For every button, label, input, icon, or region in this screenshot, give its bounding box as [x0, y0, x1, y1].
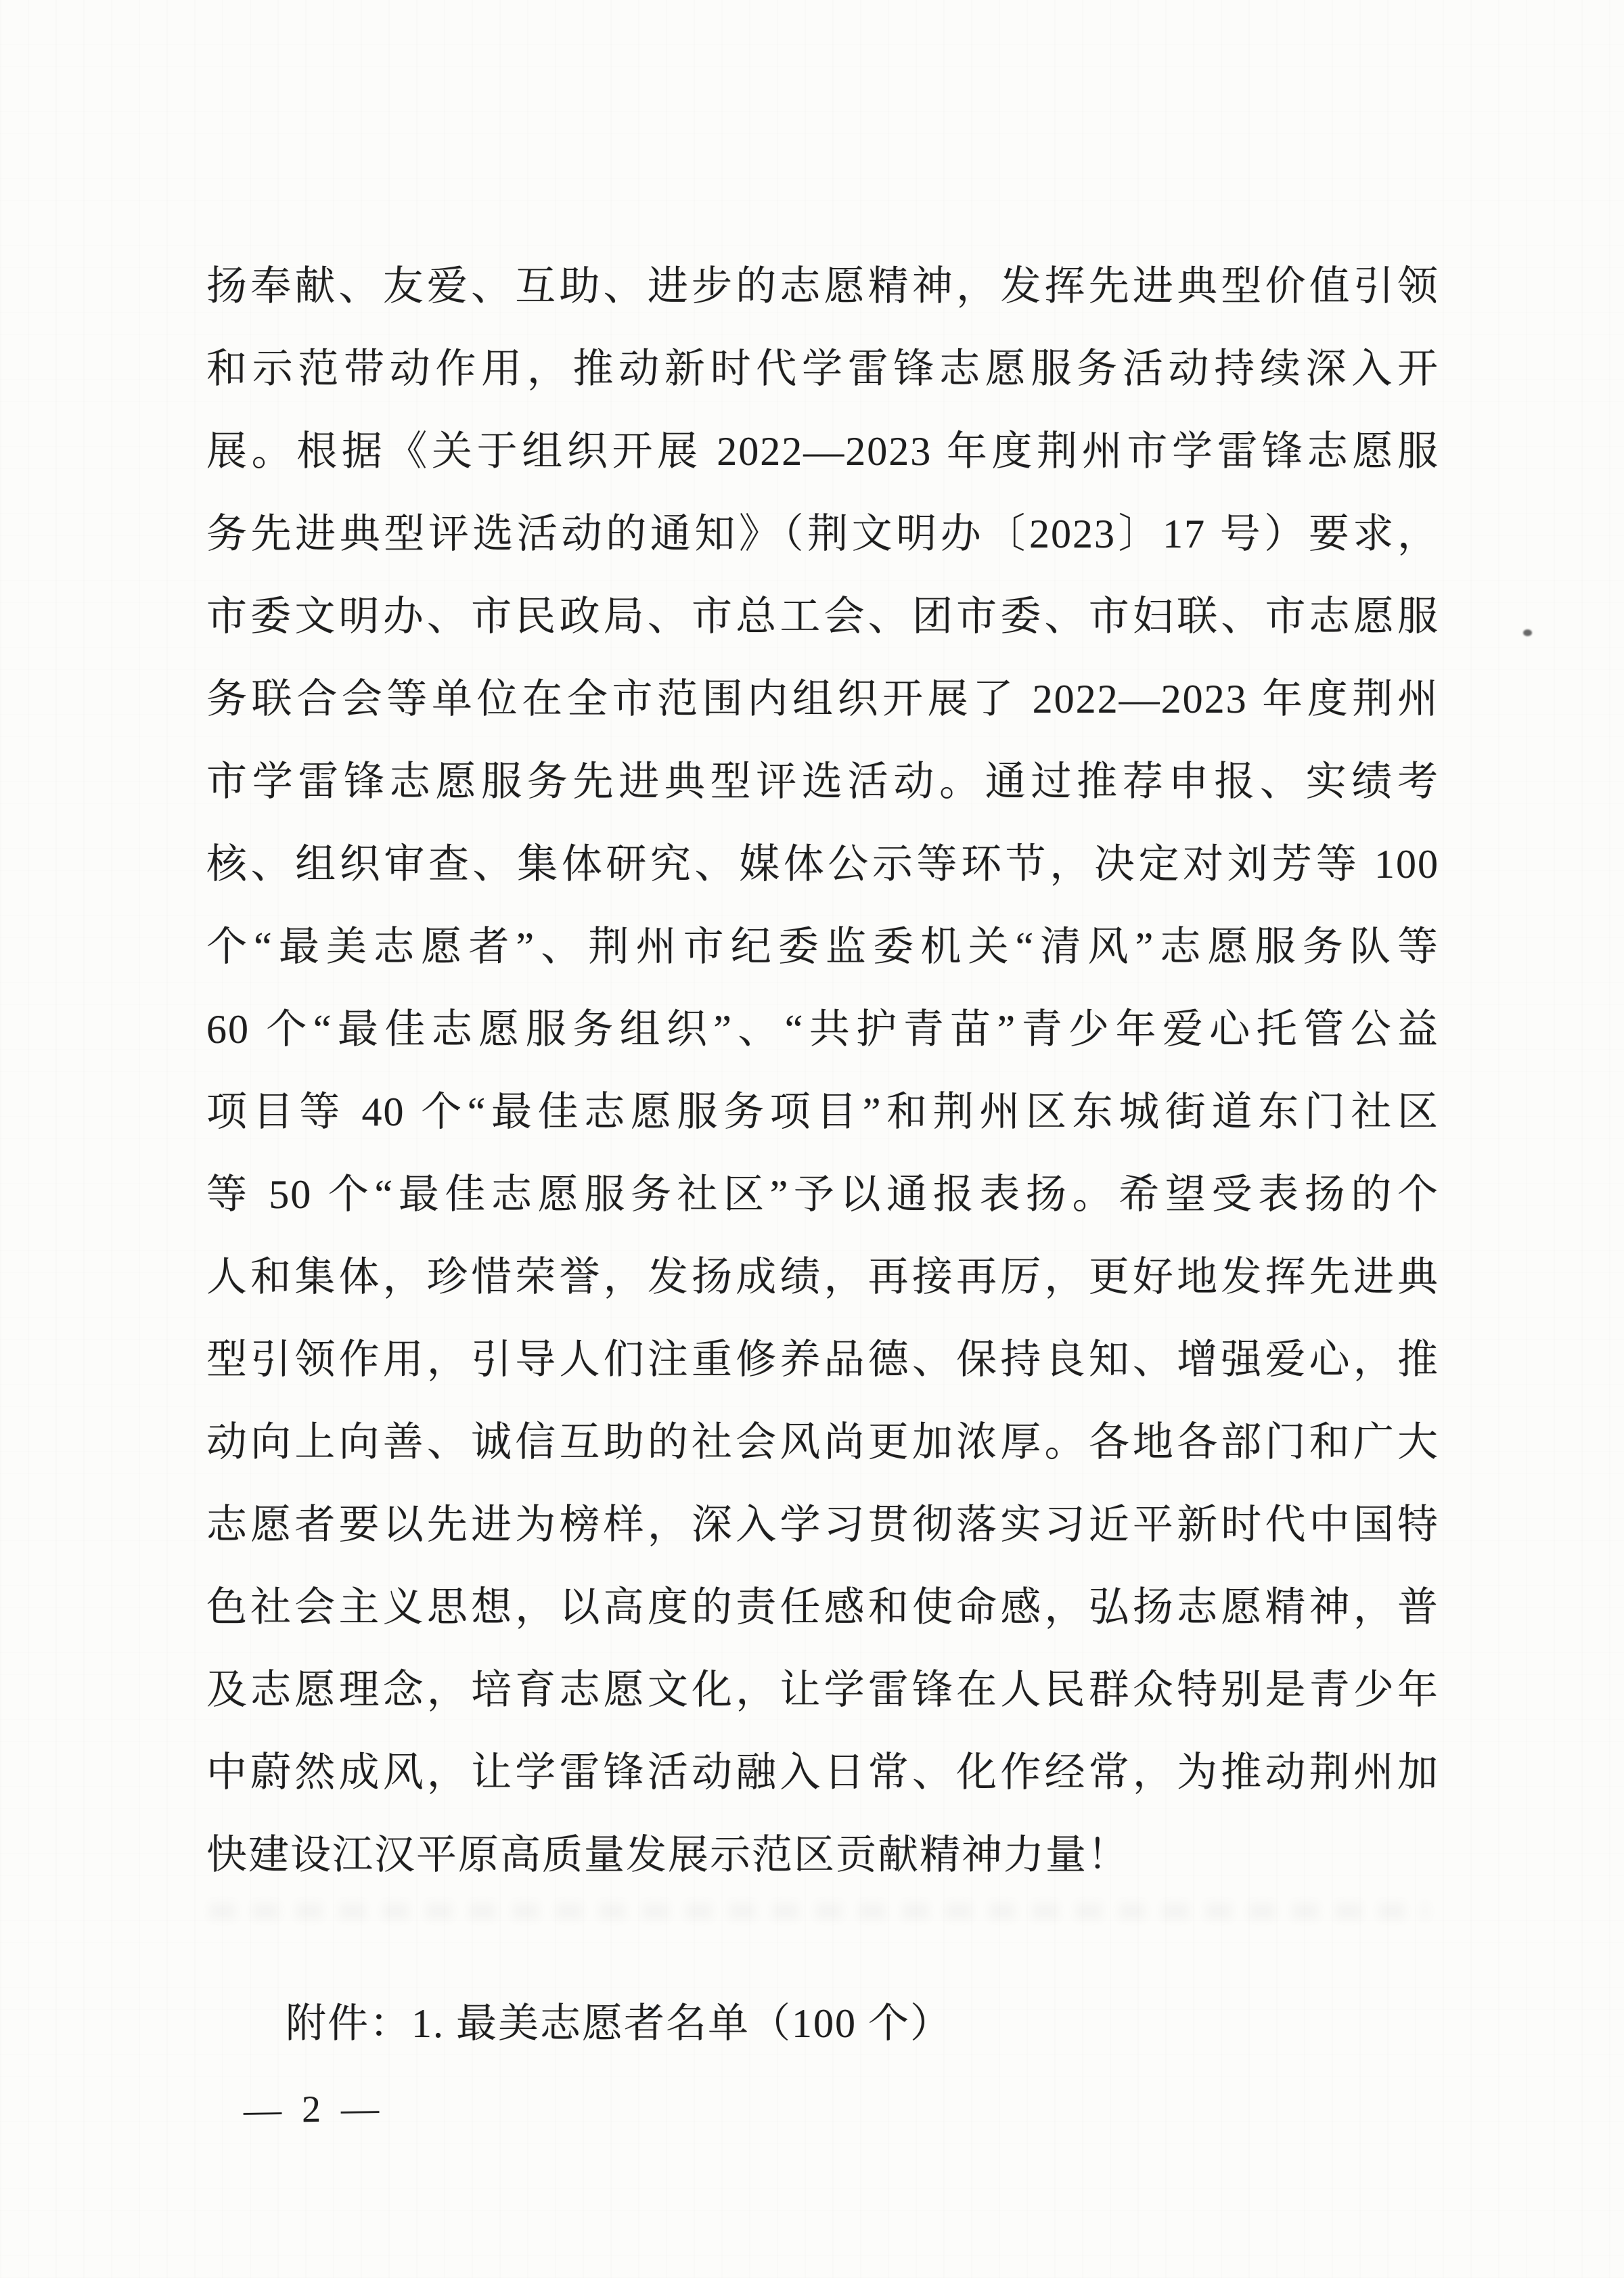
body-line: 务联合会等单位在全市范围内组织开展了 2022—2023 年度荆州: [206, 677, 1439, 721]
body-line: 人和集体，珍惜荣誉，发扬成绩，再接再厉，更好地发挥先进典: [206, 1255, 1439, 1299]
page-number: — 2 —: [243, 2087, 385, 2132]
body-line: 中蔚然成风，让学雷锋活动融入日常、化作经常，为推动荆州加: [206, 1750, 1439, 1795]
body-line: 市学雷锋志愿服务先进典型评选活动。通过推荐申报、实绩考: [206, 759, 1439, 804]
body-line: 色社会主义思想，以高度的责任感和使命感，弘扬志愿精神，普: [206, 1585, 1439, 1630]
body-line: 等 50 个“最佳志愿服务社区”予以通报表扬。希望受表扬的个: [206, 1172, 1439, 1217]
body-line: 市委文明办、市民政局、市总工会、团市委、市妇联、市志愿服: [206, 594, 1439, 639]
body-line: 60 个“最佳志愿服务组织”、“共护青苗”青少年爱心托管公益: [206, 1007, 1439, 1052]
body-line: 扬奉献、友爱、互助、进步的志愿精神，发挥先进典型价值引领: [206, 264, 1439, 309]
body-line: 快建设江汉平原高质量发展示范区贡献精神力量！: [206, 1833, 1129, 1877]
body-line: 和示范带动作用，推动新时代学雷锋志愿服务活动持续深入开: [206, 347, 1439, 391]
document-body: [206, 245, 1439, 1896]
body-line: 及志愿理念，培育志愿文化，让学雷锋在人民群众特别是青少年: [206, 1668, 1439, 1712]
body-line: 核、组织审查、集体研究、媒体公示等环节，决定对刘芳等 100: [206, 842, 1439, 887]
body-line: 志愿者要以先进为榜样，深入学习贯彻落实习近平新时代中国特: [206, 1502, 1439, 1547]
scan-dot-artifact: [1523, 629, 1532, 636]
scan-showthrough-artifact: [210, 1903, 1428, 1919]
body-line: 个“最美志愿者”、荆州市纪委监委机关“清风”志愿服务队等: [206, 924, 1439, 969]
body-line: 动向上向善、诚信互助的社会风尚更加浓厚。各地各部门和广大: [206, 1420, 1439, 1465]
body-line: 项目等 40 个“最佳志愿服务项目”和荆州区东城街道东门社区: [206, 1090, 1439, 1134]
body-line: 展。根据《关于组织开展 2022—2023 年度荆州市学雷锋志愿服: [206, 429, 1439, 474]
attachment-reference-line: 附件：1. 最美志愿者名单（100 个）: [286, 2001, 952, 2046]
body-line: 务先进典型评选活动的通知》（荆文明办〔2023〕17 号）要求，: [206, 512, 1439, 556]
body-line: 型引领作用，引导人们注重修养品德、保持良知、增强爱心，推: [206, 1337, 1439, 1382]
